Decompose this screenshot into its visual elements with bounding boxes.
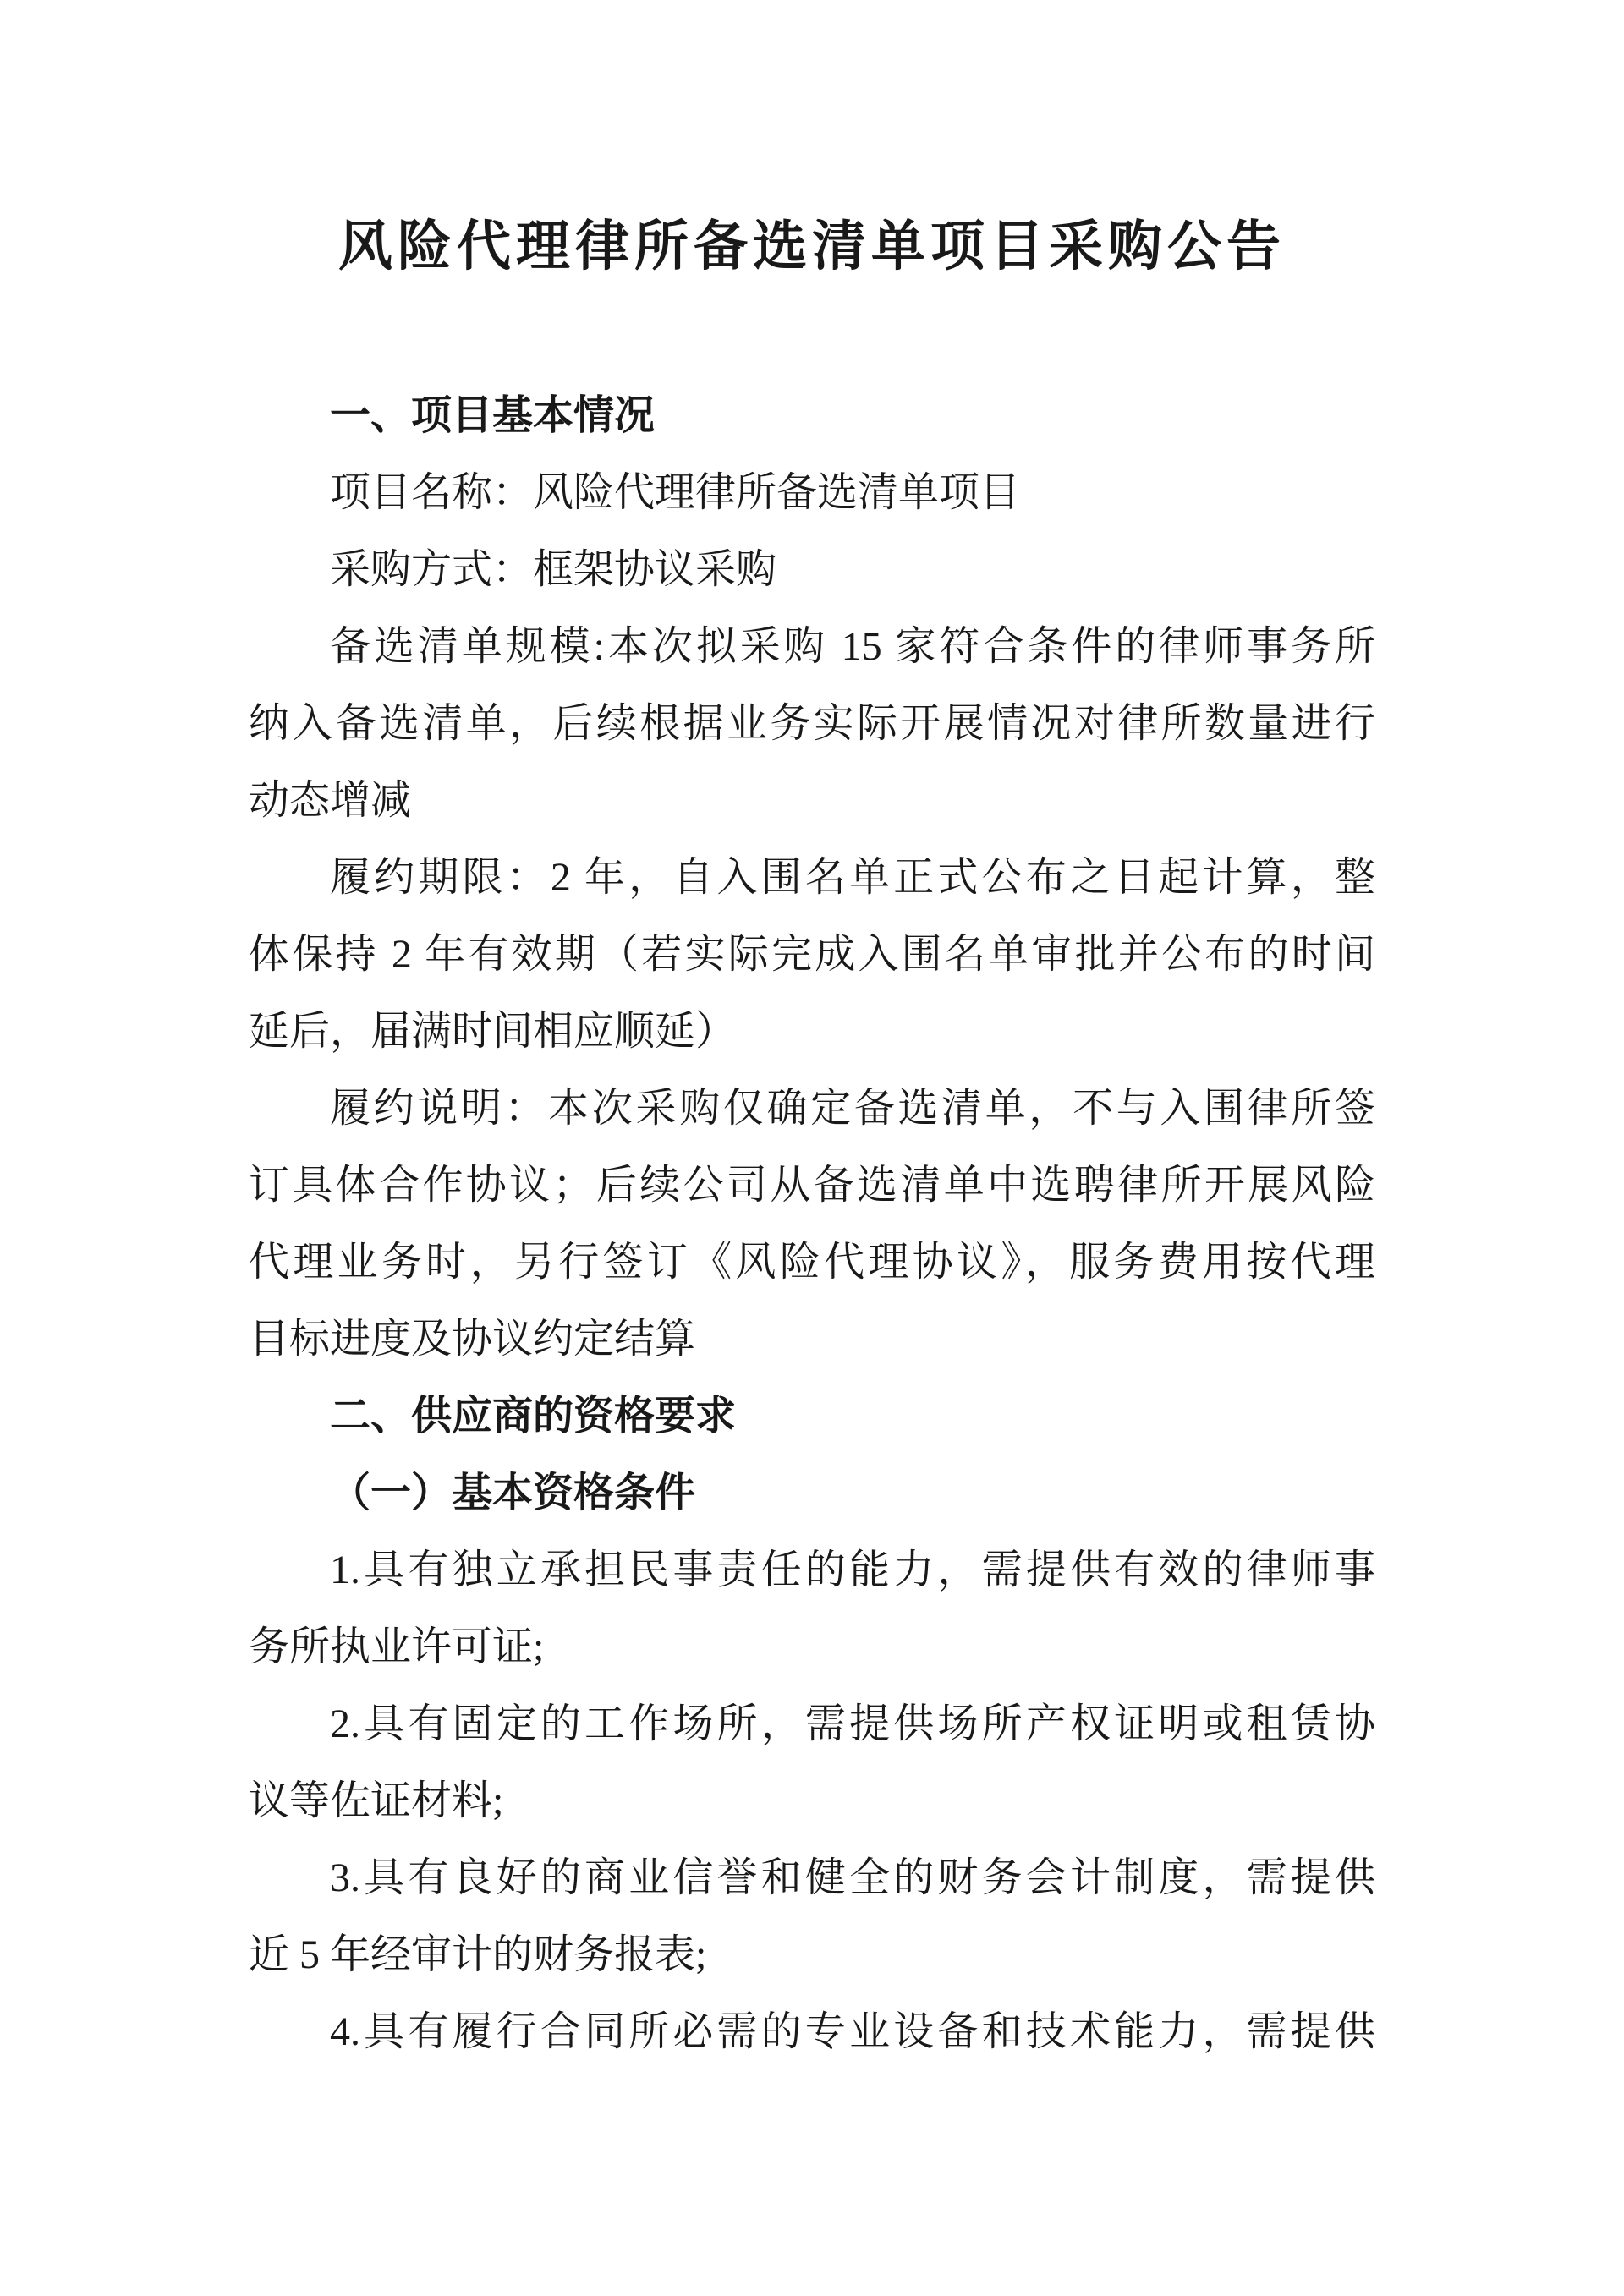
- line-shortlist-scale-3: 动态增减: [249, 778, 412, 823]
- line-shortlist-scale-2: 纳入备选清单，后续根据业务实际开展情况对律所数量进行: [249, 701, 1375, 746]
- line-shortlist-scale-1: 备选清单规模:本次拟采购 15 家符合条件的律师事务所: [330, 624, 1375, 669]
- line-requirement-3-1: 3.具有良好的商业信誉和健全的财务会计制度，需提供: [330, 1855, 1375, 1900]
- line-performance-note-1: 履约说明：本次采购仅确定备选清单，不与入围律所签: [330, 1086, 1375, 1131]
- line-requirement-4-1: 4.具有履行合同所必需的专业设备和技术能力，需提供: [330, 2009, 1375, 2054]
- subsection-2-1-heading: （一）基本资格条件: [330, 1471, 696, 1515]
- line-procurement-method: 采购方式：框架协议采购: [330, 547, 777, 592]
- line-project-name: 项目名称：风险代理律所备选清单项目: [330, 470, 1021, 515]
- line-requirement-2-2: 议等佐证材料;: [249, 1778, 504, 1823]
- line-performance-note-3: 代理业务时，另行签订《风险代理协议》，服务费用按代理: [249, 1240, 1375, 1285]
- line-performance-period-1: 履约期限：2 年，自入围名单正式公布之日起计算，整: [330, 855, 1375, 900]
- document-body: [249, 377, 1375, 2070]
- line-performance-period-3: 延后，届满时间相应顺延）: [249, 1009, 737, 1054]
- line-requirement-2-1: 2.具有固定的工作场所，需提供场所产权证明或租赁协: [330, 1701, 1375, 1746]
- line-requirement-3-2: 近 5 年经审计的财务报表;: [249, 1932, 707, 1977]
- document-title: 风险代理律所备选清单项目采购公告: [338, 215, 1286, 278]
- line-performance-note-2: 订具体合作协议；后续公司从备选清单中选聘律所开展风险: [249, 1163, 1375, 1208]
- line-requirement-1-1: 1.具有独立承担民事责任的能力，需提供有效的律师事: [330, 1548, 1375, 1592]
- section-1-heading: 一、项目基本情况: [330, 393, 656, 438]
- section-2-heading: 二、供应商的资格要求: [330, 1394, 737, 1438]
- line-performance-period-2: 体保持 2 年有效期（若实际完成入围名单审批并公布的时间: [249, 932, 1375, 977]
- line-performance-note-4: 目标进度及协议约定结算: [249, 1317, 696, 1362]
- line-requirement-1-2: 务所执业许可证;: [249, 1625, 545, 1669]
